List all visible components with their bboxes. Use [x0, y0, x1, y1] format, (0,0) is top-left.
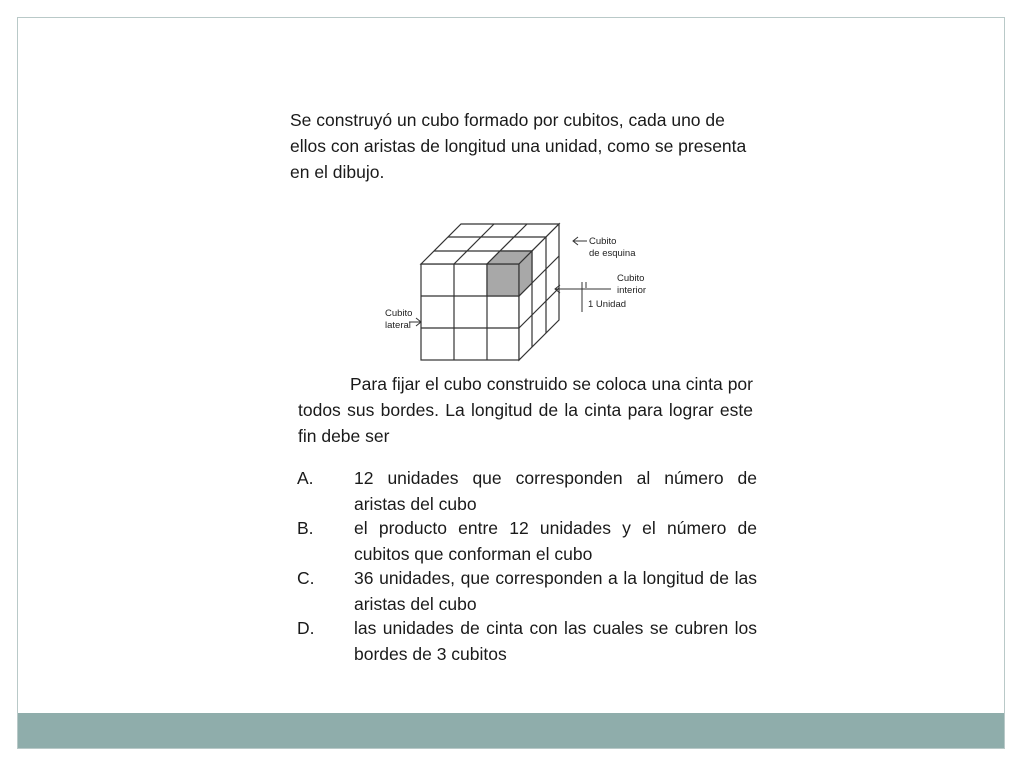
option-c-letter: C.	[297, 568, 315, 588]
option-b-text: el producto entre 12 unidades y el número de cubitos que conforman el cubo	[354, 518, 757, 564]
label-lateral-1: Cubito	[385, 308, 413, 319]
label-unit: 1 Unidad	[588, 299, 627, 310]
arrow-interior	[555, 285, 611, 293]
arrow-corner	[573, 237, 587, 245]
slide	[17, 17, 1005, 749]
label-corner-2: de esquina	[589, 248, 636, 259]
option-c-text: 36 unidades, que corresponden a la longitud de las aristas del cubo	[354, 568, 757, 614]
slide-content	[18, 18, 1004, 748]
option-c[interactable]	[297, 565, 757, 617]
cube-figure	[363, 208, 673, 378]
question-body	[298, 371, 753, 449]
label-corner-1: Cubito	[589, 236, 617, 247]
option-d-letter: D.	[297, 618, 315, 638]
answer-options	[297, 465, 757, 665]
option-a-text: 12 unidades que corresponden al número de aristas del cubo	[354, 468, 757, 514]
cube-diagram	[363, 208, 673, 378]
label-interior-2: interior	[617, 285, 647, 296]
question-intro: Se construyó un cubo formado por cubitos, cada uno de ellos con aristas de longitud una unidad, como se presenta en el dibujo.	[290, 110, 747, 182]
option-d[interactable]	[297, 615, 757, 667]
label-lateral-2: lateral	[385, 320, 411, 331]
label-interior-1: Cubito	[617, 273, 645, 284]
question-body-text: Para fijar el cubo construido se coloca una cinta por todos sus bordes. La longitud de la cinta para lograr este fin debe ser	[298, 374, 753, 446]
option-b[interactable]	[297, 515, 757, 567]
option-b-letter: B.	[297, 518, 314, 538]
option-d-text: las unidades de cinta con las cuales se cubren los bordes de 3 cubitos	[354, 618, 757, 664]
unit-bracket	[582, 282, 586, 312]
option-a[interactable]	[297, 465, 757, 517]
option-a-letter: A.	[297, 468, 314, 488]
shaded-corner-cubito	[487, 251, 532, 296]
footer-band	[18, 713, 1004, 748]
